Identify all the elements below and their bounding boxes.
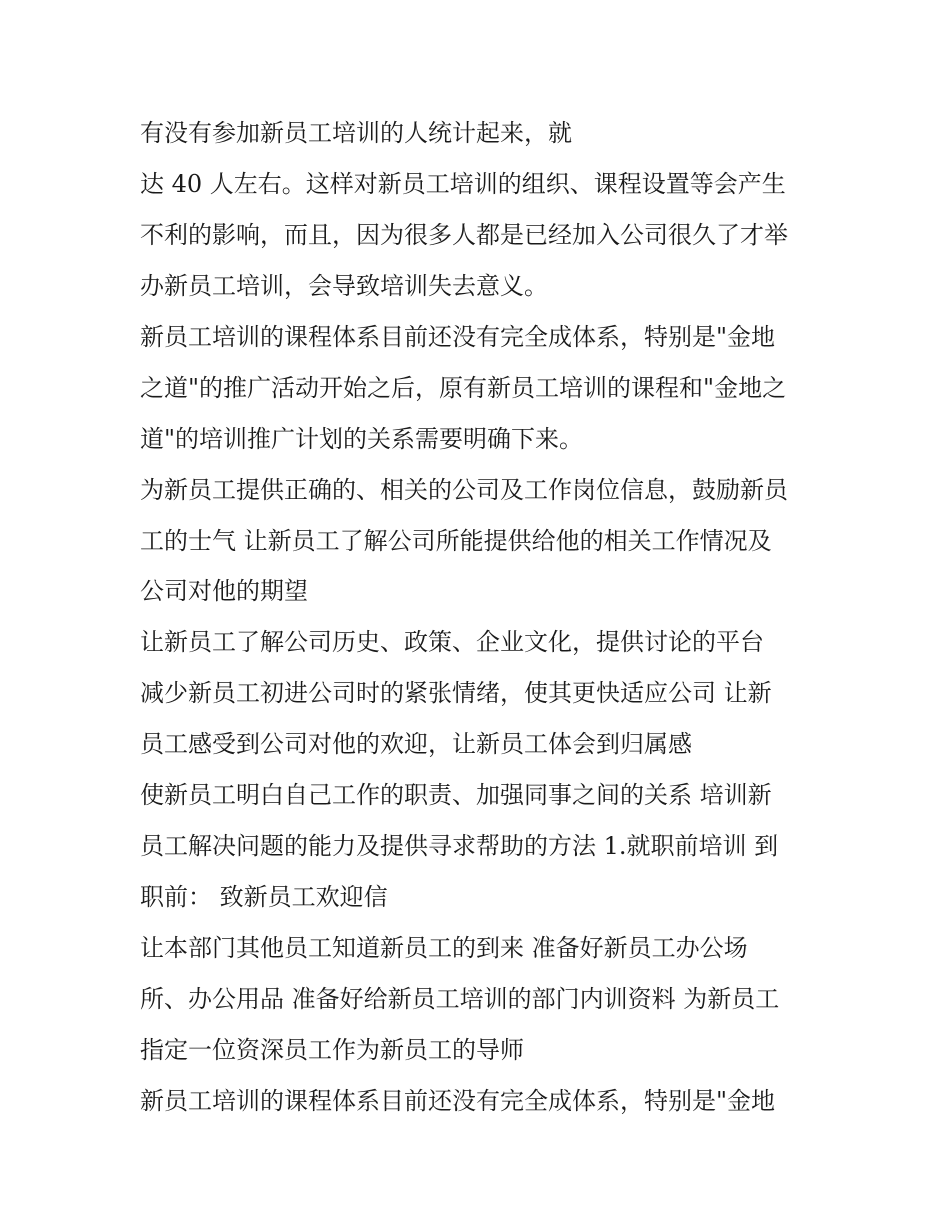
text-line: 让本部门其他员工知道新员工的到来 准备好新员工办公场 xyxy=(140,934,748,962)
text-line: 工的士气 让新员工了解公司所能提供给他的相关工作情况及 xyxy=(140,526,772,555)
text-line: 达 40 人左右。这样对新员工培训的组织、课程设置等会产生 xyxy=(140,169,786,198)
text-line: 减少新员工初进公司时的紧张情绪，使其更快适应公司 让新 xyxy=(140,679,772,708)
document-body xyxy=(140,108,830,1127)
text-line: 公司对他的期望 xyxy=(140,577,308,606)
text-line: 道"的培训推广计划的关系需要明确下来。 xyxy=(140,424,584,453)
text-line: 新员工培训的课程体系目前还没有完全成体系，特别是"金地 xyxy=(140,1086,776,1115)
text-line: 使新员工明白自己工作的职责、加强同事之间的关系 培训新 xyxy=(140,781,772,810)
text-line: 员工感受到公司对他的欢迎，让新员工体会到归属感 xyxy=(140,730,692,759)
text-line: 新员工培训的课程体系目前还没有完全成体系，特别是"金地 xyxy=(140,322,776,351)
text-line: 员工解决问题的能力及提供寻求帮助的方法 1.就职前培训 到 xyxy=(140,832,779,861)
text-line: 为新员工提供正确的、相关的公司及工作岗位信息，鼓励新员 xyxy=(140,475,788,504)
text-line: 让新员工了解公司历史、政策、企业文化，提供讨论的平台 xyxy=(140,628,764,657)
text-line: 不利的影响，而且，因为很多人都是已经加入公司很久了才举 xyxy=(140,220,788,249)
text-line: 办新员工培训，会导致培训失去意义。 xyxy=(140,271,548,300)
text-line: 所、办公用品 准备好给新员工培训的部门内训资料 为新员工 xyxy=(140,984,780,1013)
text-line: 之道"的推广活动开始之后，原有新员工培训的课程和"金地之 xyxy=(140,373,787,402)
text-line: 有没有参加新员工培训的人统计起来，就 xyxy=(140,119,572,147)
text-line: 指定一位资深员工作为新员工的导师 xyxy=(140,1035,524,1064)
text-line: 职前： 致新员工欢迎信 xyxy=(140,883,388,912)
